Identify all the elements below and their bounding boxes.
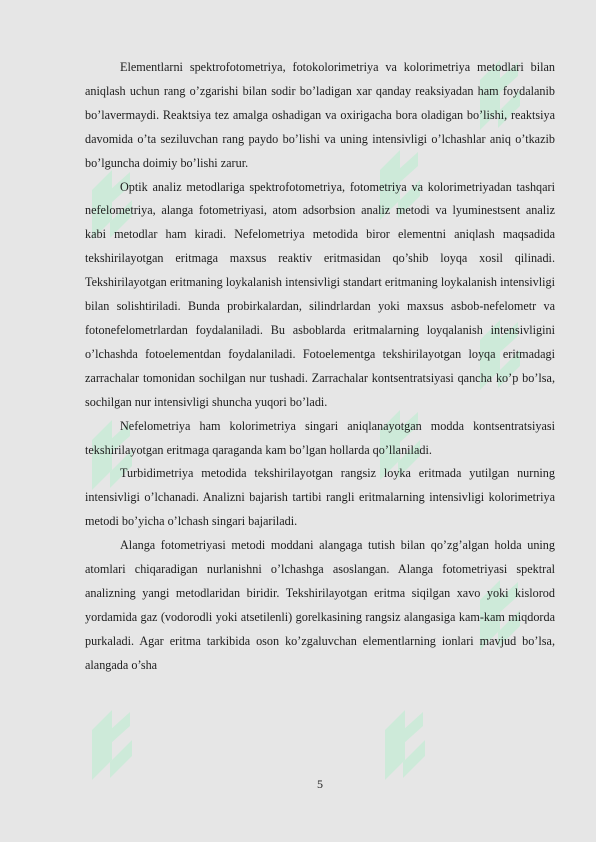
page-number: 5 [317,777,323,791]
paragraph: Optik analiz metodlariga spektrofotometriya, fotometriya va kolorimetriyadan tashqari nefelometriya, alanga fotometriyasi, atom adsorbsion analiz metodi va lyuminestsent analiz kabi metodlar ham kiradi. Nefelometriya metodida biror elementni aniqlash maqsadida tekshirilayotgan eritmaga maxsus reaktiv eritmasidan qo’shib loyqa xosil qilinadi. Tekshirilayotgan eritmaning loykalanish intensivligi standart eritmaning loykalanish intensivligi bilan solishtiriladi. Bunda probirkalardan, silindrlardan yoki maxsus asbob-nefelometr va fotonefelometrlardan foydalaniladi. Bu asboblarda eritmalarning loyqalanish intensivligini o’lchashda fotoelementdan foydalaniladi. Fotoelementga tekshirilayotgan loyqa eritmadagi zarrachalar tomonidan sochilgan nur tushadi. Zarrachalar kontsentratsiyasi qancha ko’p bo’lsa, sochilgan nur intensivligi shuncha yuqori bo’ladi. [85,179,555,409]
paragraph: Elementlarni spektrofotometriya, fotokolorimetriya va kolorimetriya metodlari bilan aniqlash uchun rang o’zgarishi bilan sodir bo’ladigan xar qanday reaksiyadan ham foydalanib bo’lavermaydi. Reaktsiya tez amalga oshadigan va oxirigacha bora oladigan bo’lishi, reaktsiya davomida o’ta seziluvchan rang paydo bo’lishi va uning intensivligi o’lchashlar aniq o’tkazib bo’lguncha doimiy bo’lishi zarur. [85,60,555,170]
paragraph: Turbidimetriya metodida tekshirilayotgan rangsiz loyka eritmada yutilgan nurning intensivligi o’lchanadi. Analizni bajarish tartibi rangli eritmalarning intensivligi kolorimetriya metodi bo’yicha o’lchash singari bajariladi. [85,466,555,529]
paragraph: Nefelometriya ham kolorimetriya singari aniqlanayotgan modda kontsentratsiyasi tekshirilayotgan eritmaga qaraganda kam bo’lgan hollarda qo’llaniladi. [85,418,555,457]
paragraph: Alanga fotometriyasi metodi moddani alangaga tutish bilan qo’zg’algan holda uning atomlari chiqaradigan nurlanishni o’lchashga asoslangan. Alanga fotometriyasi spektral analizning yangi metodlaridan biridir. Tekshirilayotgan eritma siqilgan xavo yoki kislorod yordamida gaz (vodorodli yoki atsetilenli) gorelkasining rangsiz alangasiga kam-kam miqdorda purkaladi. Agar eritma tarkibida oson ko’zgaluvchan elementlarning ionlari mavjud bo’lsa, alangada o’sha [85,538,555,672]
body-text [85,56,555,678]
